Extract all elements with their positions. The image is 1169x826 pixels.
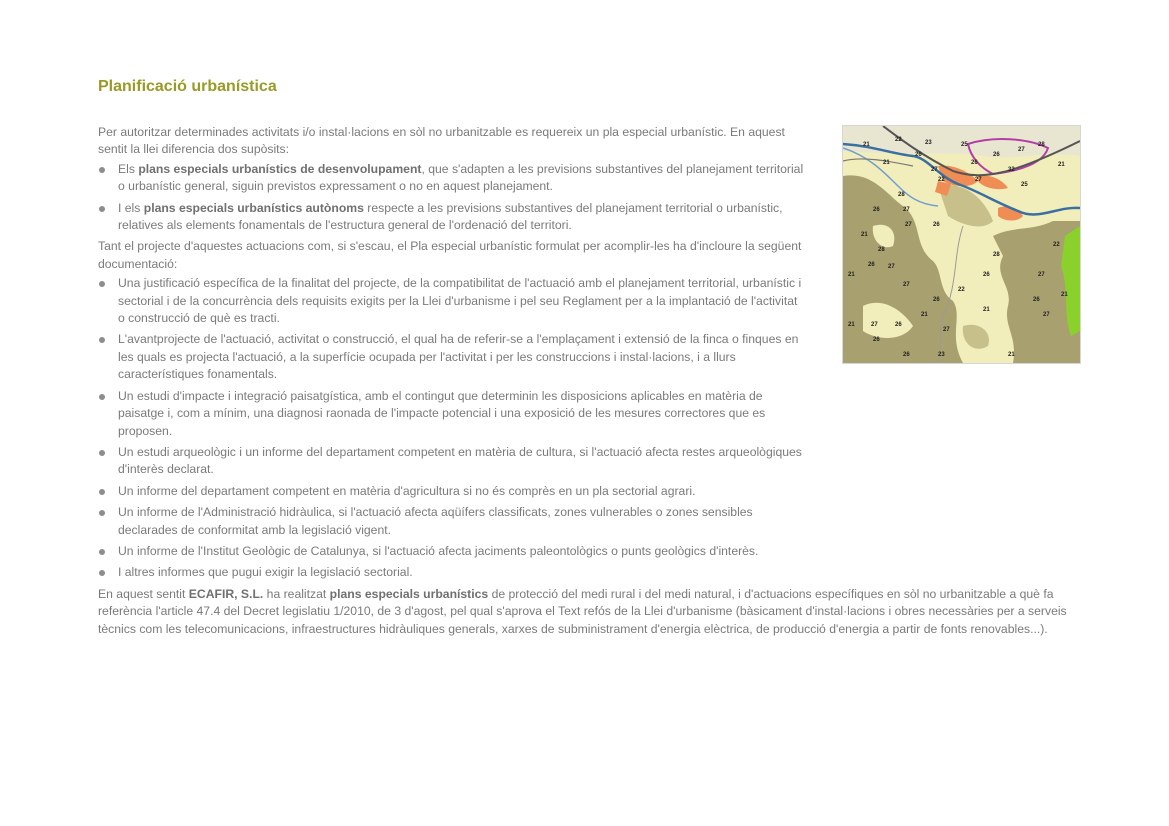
- map-zone-label: 26: [993, 152, 1000, 158]
- map-zone-label: 26: [933, 297, 940, 303]
- list-item: I els plans especials urbanístics autònoms respecte a les previsions substantives del planejament territorial o urbanístic, relatives als elements fonamentals de l'estructura general de l'ordenació del territori.: [98, 200, 806, 235]
- main-content: [98, 124, 1082, 638]
- map-zone-label: 21: [1061, 292, 1068, 298]
- list-item: Una justificació específica de la finalitat del projecte, de la compatibilitat de l'actuació amb el planejament territorial, urbanístic i sectorial i de la concurrència dels requisits exigits per la Llei d'urbanisme i pel seu Reglament per a la implantació de l'activitat o construcció de què es tracti.: [98, 275, 806, 327]
- map-zone-label: 27: [1038, 272, 1045, 278]
- list-item: Un informe de l'Institut Geològic de Catalunya, si l'actuació afecta jaciments paleontològics o punts geològics d'interès.: [98, 543, 806, 560]
- bullet-icon: [99, 549, 105, 555]
- map-zone-label: 22: [1053, 242, 1060, 248]
- map-zone-label: 22: [938, 177, 945, 183]
- bullet-icon: [99, 281, 105, 287]
- map-zone-label: 28: [878, 247, 885, 253]
- map-zone-label: 26: [873, 207, 880, 213]
- map-zone-label: 27: [903, 282, 910, 288]
- bullet-icon: [99, 167, 105, 173]
- documentation-intro: Tant el projecte d'aquestes actuacions com, si s'escau, el Pla especial urbanístic formulat per acomplir-les ha d'incloure la següent documentació:: [98, 239, 802, 271]
- list-item: Un informe de l'Administració hidràulica, si l'actuació afecta aqüífers classificats, zones vulnerables o zones sensibles declarades de conformitat amb la legislació vigent.: [98, 504, 806, 539]
- map-zone-label: 21: [863, 142, 870, 148]
- map-zone-label: 21: [848, 322, 855, 328]
- map-zone-label: 27: [888, 264, 895, 270]
- map-zone-label: 21: [1008, 352, 1015, 358]
- list-item: L'avantprojecte de l'actuació, activitat o construcció, el qual ha de referir-se a l'emplaçament i extensió de la finca o finques en les quals es projecta l'actuació, a la superfície ocupada per l'activitat i per les construccions i instal·lacions, i a llurs característiques fonamentals.: [98, 331, 806, 383]
- list-item: I altres informes que pugui exigir la legislació sectorial.: [98, 564, 806, 581]
- map-zone-label: 28: [993, 252, 1000, 258]
- map-zone-label: 26: [873, 337, 880, 343]
- bullet-icon: [99, 510, 105, 516]
- map-zone-label: 27: [903, 207, 910, 213]
- map-zone-label: 22: [895, 137, 902, 143]
- map-zone-label: 28: [898, 192, 905, 198]
- map-zone-label: 26: [933, 222, 940, 228]
- bullet-icon: [99, 450, 105, 456]
- map-zone-label: 27: [871, 322, 878, 328]
- bullet-icon: [99, 206, 105, 212]
- map-zone-label: 27: [905, 222, 912, 228]
- map-zone-label: 27: [931, 167, 938, 173]
- bullet-icon: [99, 570, 105, 576]
- map-zone-label: 21: [1058, 162, 1065, 168]
- map-zone-label: 22: [958, 287, 965, 293]
- list-item: Els plans especials urbanístics de desenvolupament, que s'adapten a les previsions substantives del planejament territorial o urbanístic general, siguin previstos expressament o no en aquest planejament.: [98, 161, 806, 196]
- map-zone-label: 27: [1043, 312, 1050, 318]
- map-zone-label: 26: [1033, 297, 1040, 303]
- plan-types-list: [98, 161, 806, 235]
- map-zone-label: 26: [983, 272, 990, 278]
- closing-paragraph: En aquest sentit ECAFIR, S.L. ha realitzat plans especials urbanístics de protecció del medi rural i del medi natural, i d'actuacions específiques en sòl no urbanitzable a què fa referència l'article 47.4 del Decret legislatiu 1/2010, de 3 d'agost, pel qual s'aprova el Text refós de la Llei d'urbanisme (bàsicament d'instal·lacions i obres necessàries per a serveis tècnics com les telecomunicacions, infraestructures hidràuliques generals, xarxes de subministrament d'energia elèctrica, de producció d'energia a partir de fonts renovables...).: [98, 586, 1067, 636]
- map-zone-label: 21: [983, 307, 990, 313]
- bullet-icon: [99, 337, 105, 343]
- map-zone-label: 25: [1021, 182, 1028, 188]
- intro-paragraph: Per autoritzar determinades activitats i/o instal·lacions en sòl no urbanitzable es requereix un pla especial urbanístic. En aquest sentit la llei diferencia dos supòsits:: [98, 125, 785, 157]
- map-zone-label: 27: [975, 177, 982, 183]
- list-item: Un informe del departament competent en matèria d'agricultura si no és comprès en un pla sectorial agrari.: [98, 483, 806, 500]
- map-zone-label: 21: [848, 272, 855, 278]
- page-title: Planificació urbanística: [98, 78, 277, 95]
- company-name: ECAFIR, S.L.: [188, 586, 264, 601]
- map-zone-label: 26: [903, 352, 910, 358]
- map-zone-label: 26: [868, 262, 875, 268]
- map-zone-label: 26: [895, 322, 902, 328]
- map-zone-label: 26: [971, 160, 978, 166]
- map-zone-label: 21: [921, 312, 928, 318]
- map-zone-label: 26: [915, 152, 922, 158]
- list-item: Un estudi arqueològic i un informe del departament competent en matèria de cultura, si l'actuació afecta restes arqueològiques d'interès declarat.: [98, 444, 806, 479]
- map-zone-label: 25: [961, 142, 968, 148]
- map-zone-label: 21: [883, 160, 890, 166]
- map-zone-label: 28: [1038, 142, 1045, 148]
- list-item: Un estudi d'impacte i integració paisatgística, amb el contingut que determinin les disposicions aplicables en matèria de paisatge i, com a mínim, una diagnosi raonada de l'impacte potencial i una exposició de les mesures correctores que es proposen.: [98, 388, 806, 440]
- map-zone-label: 32: [1008, 167, 1015, 173]
- documentation-list: [98, 275, 806, 582]
- bullet-icon: [99, 489, 105, 495]
- map-zone-label: 23: [938, 352, 945, 358]
- map-zone-label: 21: [861, 232, 868, 238]
- map-zone-label: 27: [943, 327, 950, 333]
- bullet-icon: [99, 394, 105, 400]
- map-zone-label: 23: [925, 140, 932, 146]
- map-zone-label: 27: [1018, 147, 1025, 153]
